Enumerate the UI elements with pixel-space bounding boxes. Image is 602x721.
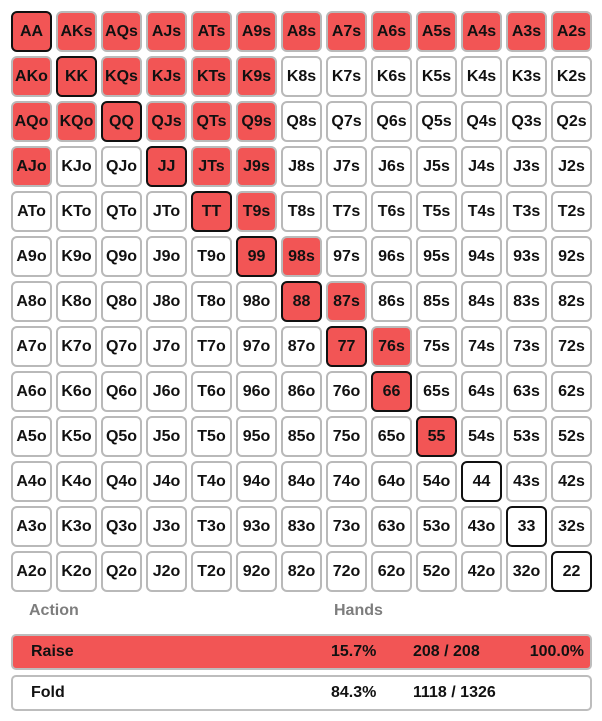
hand-cell-44[interactable]: 44	[461, 461, 502, 502]
hand-cell-q8s[interactable]: Q8s	[281, 101, 322, 142]
hand-cell-j4s[interactable]: J4s	[461, 146, 502, 187]
hand-cell-a7o[interactable]: A7o	[11, 326, 52, 367]
hand-cell-62s[interactable]: 62s	[551, 371, 592, 412]
hand-cell-k7s[interactable]: K7s	[326, 56, 367, 97]
hand-cell-kjo[interactable]: KJo	[56, 146, 97, 187]
hand-cell-76o[interactable]: 76o	[326, 371, 367, 412]
hand-cell-t6o[interactable]: T6o	[191, 371, 232, 412]
hand-cell-j6s[interactable]: J6s	[371, 146, 412, 187]
hand-cell-j8s[interactable]: J8s	[281, 146, 322, 187]
hand-cell-ajs[interactable]: AJs	[146, 11, 187, 52]
hand-cell-a5o[interactable]: A5o	[11, 416, 52, 457]
hand-cell-k2s[interactable]: K2s	[551, 56, 592, 97]
hand-cell-kqo[interactable]: KQo	[56, 101, 97, 142]
hand-cell-j4o[interactable]: J4o	[146, 461, 187, 502]
hand-cell-95o[interactable]: 95o	[236, 416, 277, 457]
hand-cell-98s[interactable]: 98s	[281, 236, 322, 277]
hand-cell-a4o[interactable]: A4o	[11, 461, 52, 502]
hand-cell-k5s[interactable]: K5s	[416, 56, 457, 97]
fold-summary-row[interactable]	[11, 675, 592, 711]
hand-cell-q8o[interactable]: Q8o	[101, 281, 142, 322]
hand-cell-k9s[interactable]: K9s	[236, 56, 277, 97]
raise-total-percent: 100.0%	[529, 643, 584, 660]
hand-cell-32s[interactable]: 32s	[551, 506, 592, 547]
hand-cell-j6o[interactable]: J6o	[146, 371, 187, 412]
hand-cell-53s[interactable]: 53s	[506, 416, 547, 457]
hand-cell-42o[interactable]: 42o	[461, 551, 502, 592]
hand-cell-t4o[interactable]: T4o	[191, 461, 232, 502]
hand-cell-82s[interactable]: 82s	[551, 281, 592, 322]
hand-cell-88[interactable]: 88	[281, 281, 322, 322]
hand-cell-54o[interactable]: 54o	[416, 461, 457, 502]
raise-summary-row[interactable]	[11, 634, 592, 670]
hand-cell-t3o[interactable]: T3o	[191, 506, 232, 547]
hand-cell-kqs[interactable]: KQs	[101, 56, 142, 97]
hand-cell-83o[interactable]: 83o	[281, 506, 322, 547]
hand-cell-k9o[interactable]: K9o	[56, 236, 97, 277]
hand-cell-jto[interactable]: JTo	[146, 191, 187, 232]
hand-cell-q9s[interactable]: Q9s	[236, 101, 277, 142]
hand-cell-74s[interactable]: 74s	[461, 326, 502, 367]
hand-cell-86s[interactable]: 86s	[371, 281, 412, 322]
hand-cell-84s[interactable]: 84s	[461, 281, 502, 322]
hand-cell-t2s[interactable]: T2s	[551, 191, 592, 232]
hand-cell-99[interactable]: 99	[236, 236, 277, 277]
hand-cell-qq[interactable]: QQ	[101, 101, 142, 142]
hand-cell-77[interactable]: 77	[326, 326, 367, 367]
hand-cell-93o[interactable]: 93o	[236, 506, 277, 547]
hand-cell-92s[interactable]: 92s	[551, 236, 592, 277]
hand-cell-a8s[interactable]: A8s	[281, 11, 322, 52]
hand-cell-aqs[interactable]: AQs	[101, 11, 142, 52]
hand-cell-k3s[interactable]: K3s	[506, 56, 547, 97]
hand-cell-a3s[interactable]: A3s	[506, 11, 547, 52]
hand-cell-63o[interactable]: 63o	[371, 506, 412, 547]
hand-cell-t3s[interactable]: T3s	[506, 191, 547, 232]
hand-cell-j3o[interactable]: J3o	[146, 506, 187, 547]
hand-cell-85s[interactable]: 85s	[416, 281, 457, 322]
hand-cell-ako[interactable]: AKo	[11, 56, 52, 97]
hand-cell-63s[interactable]: 63s	[506, 371, 547, 412]
hand-cell-j5s[interactable]: J5s	[416, 146, 457, 187]
hand-cell-k8s[interactable]: K8s	[281, 56, 322, 97]
hand-cell-tt[interactable]: TT	[191, 191, 232, 232]
hand-cell-q2o[interactable]: Q2o	[101, 551, 142, 592]
hand-cell-97o[interactable]: 97o	[236, 326, 277, 367]
hand-cell-52o[interactable]: 52o	[416, 551, 457, 592]
hand-cell-55[interactable]: 55	[416, 416, 457, 457]
hand-cell-t5o[interactable]: T5o	[191, 416, 232, 457]
hand-cell-a8o[interactable]: A8o	[11, 281, 52, 322]
hands-column-header: Hands	[334, 602, 383, 619]
hand-cell-62o[interactable]: 62o	[371, 551, 412, 592]
hand-cell-k6o[interactable]: K6o	[56, 371, 97, 412]
raise-hand-count: 208 / 208	[413, 643, 480, 660]
hand-cell-85o[interactable]: 85o	[281, 416, 322, 457]
hand-cell-93s[interactable]: 93s	[506, 236, 547, 277]
hand-cell-t8o[interactable]: T8o	[191, 281, 232, 322]
hand-cell-t5s[interactable]: T5s	[416, 191, 457, 232]
hand-cell-73o[interactable]: 73o	[326, 506, 367, 547]
hand-cell-87s[interactable]: 87s	[326, 281, 367, 322]
hand-cell-t2o[interactable]: T2o	[191, 551, 232, 592]
hand-cell-a6s[interactable]: A6s	[371, 11, 412, 52]
hand-range-grid	[11, 11, 596, 596]
hand-cell-a7s[interactable]: A7s	[326, 11, 367, 52]
hand-cell-t4s[interactable]: T4s	[461, 191, 502, 232]
hand-cell-qjo[interactable]: QJo	[101, 146, 142, 187]
hand-cell-64s[interactable]: 64s	[461, 371, 502, 412]
hand-cell-qts[interactable]: QTs	[191, 101, 232, 142]
hand-cell-33[interactable]: 33	[506, 506, 547, 547]
hand-cell-53o[interactable]: 53o	[416, 506, 457, 547]
hand-cell-65o[interactable]: 65o	[371, 416, 412, 457]
hand-cell-83s[interactable]: 83s	[506, 281, 547, 322]
hand-cell-kjs[interactable]: KJs	[146, 56, 187, 97]
hand-cell-52s[interactable]: 52s	[551, 416, 592, 457]
hand-cell-j9s[interactable]: J9s	[236, 146, 277, 187]
hand-cell-k8o[interactable]: K8o	[56, 281, 97, 322]
hand-cell-aa[interactable]: AA	[11, 11, 52, 52]
hand-cell-q4o[interactable]: Q4o	[101, 461, 142, 502]
hand-cell-96o[interactable]: 96o	[236, 371, 277, 412]
hand-cell-64o[interactable]: 64o	[371, 461, 412, 502]
hand-cell-j7o[interactable]: J7o	[146, 326, 187, 367]
hand-cell-75s[interactable]: 75s	[416, 326, 457, 367]
hand-cell-t9s[interactable]: T9s	[236, 191, 277, 232]
hand-cell-a3o[interactable]: A3o	[11, 506, 52, 547]
hand-cell-q7s[interactable]: Q7s	[326, 101, 367, 142]
hand-cell-a2o[interactable]: A2o	[11, 551, 52, 592]
hand-cell-t7s[interactable]: T7s	[326, 191, 367, 232]
hand-cell-j5o[interactable]: J5o	[146, 416, 187, 457]
hand-cell-a4s[interactable]: A4s	[461, 11, 502, 52]
hand-cell-66[interactable]: 66	[371, 371, 412, 412]
hand-cell-q6s[interactable]: Q6s	[371, 101, 412, 142]
hand-cell-k6s[interactable]: K6s	[371, 56, 412, 97]
hand-cell-a9s[interactable]: A9s	[236, 11, 277, 52]
hand-cell-j7s[interactable]: J7s	[326, 146, 367, 187]
hand-cell-76s[interactable]: 76s	[371, 326, 412, 367]
hand-cell-98o[interactable]: 98o	[236, 281, 277, 322]
hand-cell-92o[interactable]: 92o	[236, 551, 277, 592]
hand-cell-73s[interactable]: 73s	[506, 326, 547, 367]
hand-cell-t9o[interactable]: T9o	[191, 236, 232, 277]
fold-percent: 84.3%	[331, 684, 377, 701]
hand-cell-k4o[interactable]: K4o	[56, 461, 97, 502]
hand-cell-t8s[interactable]: T8s	[281, 191, 322, 232]
hand-cell-q6o[interactable]: Q6o	[101, 371, 142, 412]
hand-cell-k5o[interactable]: K5o	[56, 416, 97, 457]
hand-cell-72o[interactable]: 72o	[326, 551, 367, 592]
hand-cell-87o[interactable]: 87o	[281, 326, 322, 367]
hand-cell-72s[interactable]: 72s	[551, 326, 592, 367]
hand-cell-a6o[interactable]: A6o	[11, 371, 52, 412]
hand-cell-j3s[interactable]: J3s	[506, 146, 547, 187]
hand-cell-95s[interactable]: 95s	[416, 236, 457, 277]
hand-cell-jts[interactable]: JTs	[191, 146, 232, 187]
hand-cell-54s[interactable]: 54s	[461, 416, 502, 457]
hand-cell-aqo[interactable]: AQo	[11, 101, 52, 142]
hand-cell-96s[interactable]: 96s	[371, 236, 412, 277]
hand-cell-kk[interactable]: KK	[56, 56, 97, 97]
hand-cell-22[interactable]: 22	[551, 551, 592, 592]
hand-cell-94o[interactable]: 94o	[236, 461, 277, 502]
hand-cell-q7o[interactable]: Q7o	[101, 326, 142, 367]
hand-cell-ato[interactable]: ATo	[11, 191, 52, 232]
hand-cell-t6s[interactable]: T6s	[371, 191, 412, 232]
hand-cell-94s[interactable]: 94s	[461, 236, 502, 277]
fold-label: Fold	[31, 684, 65, 701]
hand-cell-32o[interactable]: 32o	[506, 551, 547, 592]
hand-cell-k2o[interactable]: K2o	[56, 551, 97, 592]
hand-cell-q2s[interactable]: Q2s	[551, 101, 592, 142]
hand-cell-q5s[interactable]: Q5s	[416, 101, 457, 142]
hand-cell-q3s[interactable]: Q3s	[506, 101, 547, 142]
hand-cell-k3o[interactable]: K3o	[56, 506, 97, 547]
hand-cell-42s[interactable]: 42s	[551, 461, 592, 502]
hand-cell-k4s[interactable]: K4s	[461, 56, 502, 97]
hand-cell-ats[interactable]: ATs	[191, 11, 232, 52]
hand-cell-kts[interactable]: KTs	[191, 56, 232, 97]
hand-cell-43s[interactable]: 43s	[506, 461, 547, 502]
hand-cell-k7o[interactable]: K7o	[56, 326, 97, 367]
raise-label: Raise	[31, 643, 74, 660]
hand-cell-jj[interactable]: JJ	[146, 146, 187, 187]
hand-cell-j2s[interactable]: J2s	[551, 146, 592, 187]
hand-cell-j2o[interactable]: J2o	[146, 551, 187, 592]
hand-cell-75o[interactable]: 75o	[326, 416, 367, 457]
hand-cell-97s[interactable]: 97s	[326, 236, 367, 277]
hand-cell-82o[interactable]: 82o	[281, 551, 322, 592]
hand-cell-86o[interactable]: 86o	[281, 371, 322, 412]
hand-cell-74o[interactable]: 74o	[326, 461, 367, 502]
hand-cell-kto[interactable]: KTo	[56, 191, 97, 232]
hand-cell-aks[interactable]: AKs	[56, 11, 97, 52]
raise-percent: 15.7%	[331, 643, 377, 660]
hand-cell-ajo[interactable]: AJo	[11, 146, 52, 187]
hand-cell-a2s[interactable]: A2s	[551, 11, 592, 52]
hand-cell-j9o[interactable]: J9o	[146, 236, 187, 277]
hand-cell-a9o[interactable]: A9o	[11, 236, 52, 277]
hand-cell-q3o[interactable]: Q3o	[101, 506, 142, 547]
hand-cell-qjs[interactable]: QJs	[146, 101, 187, 142]
hand-cell-q9o[interactable]: Q9o	[101, 236, 142, 277]
hand-cell-t7o[interactable]: T7o	[191, 326, 232, 367]
hand-cell-q4s[interactable]: Q4s	[461, 101, 502, 142]
fold-hand-count: 1118 / 1326	[413, 684, 496, 701]
hand-cell-q5o[interactable]: Q5o	[101, 416, 142, 457]
action-column-header: Action	[29, 602, 79, 619]
hand-cell-a5s[interactable]: A5s	[416, 11, 457, 52]
hand-cell-65s[interactable]: 65s	[416, 371, 457, 412]
hand-cell-43o[interactable]: 43o	[461, 506, 502, 547]
hand-cell-j8o[interactable]: J8o	[146, 281, 187, 322]
hand-cell-84o[interactable]: 84o	[281, 461, 322, 502]
hand-cell-qto[interactable]: QTo	[101, 191, 142, 232]
